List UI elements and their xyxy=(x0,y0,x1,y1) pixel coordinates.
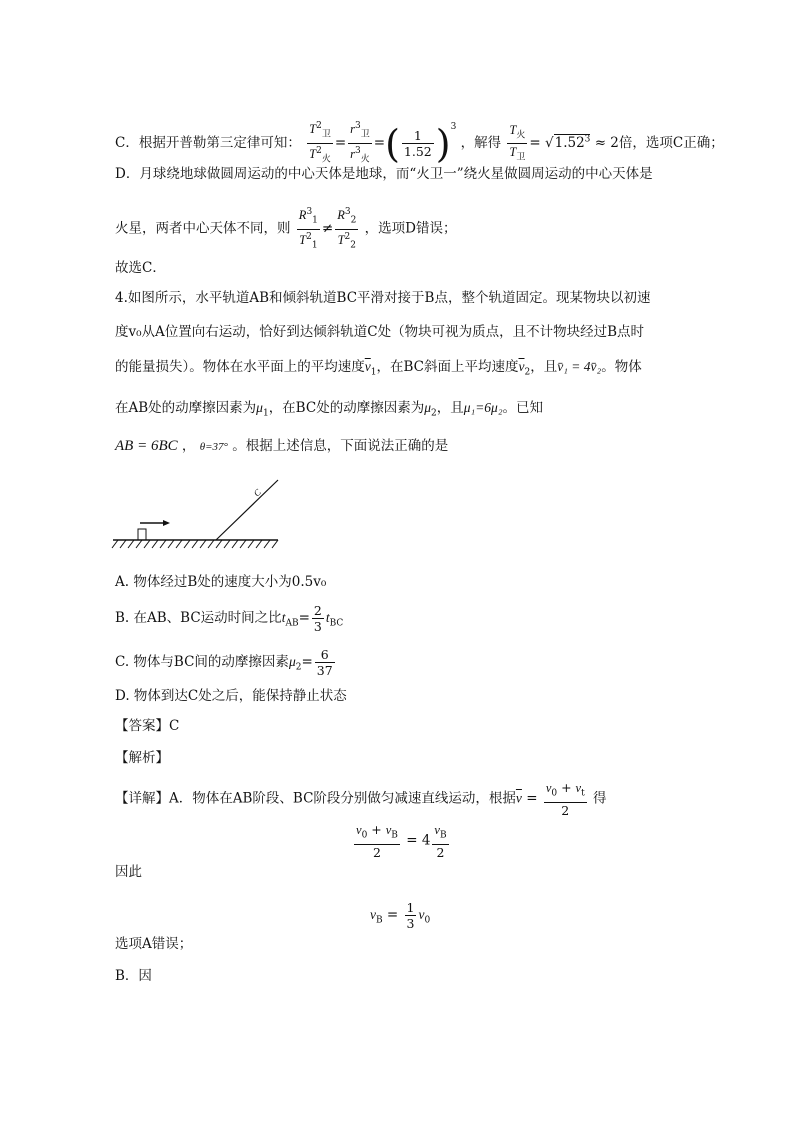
one-over-152-fraction: $\frac{1}{1.52}$ xyxy=(403,128,432,159)
c-prefix: C．根据开普勒第三定律可知： xyxy=(115,135,301,151)
c-solve: ，解得 xyxy=(460,135,502,151)
vb-fraction: $\frac{1}{3}$ xyxy=(406,900,415,931)
detail-prefix: 【详解】A．物体在AB阶段、BC阶段分别做匀减速直线运动，根据 xyxy=(115,790,516,807)
opt-c-prefix: C. 物体与BC间的动摩擦因素 xyxy=(115,654,289,670)
q4-l4b: ，在BC处的动摩擦因素为 xyxy=(268,400,425,416)
eq1-rhs: $\frac{v_B}{2}$ xyxy=(434,823,447,860)
option-d-line1: D．月球绕地球做圆周运动的中心天体是地球，而“火卫一”绕火星做圆周运动的中心天体是 xyxy=(115,166,653,182)
q4-l4c: ，且 xyxy=(436,400,464,416)
r-ratio-fraction: $\frac{r^3_卫}{r^3_火}$ xyxy=(350,121,370,165)
detail-line: 【详解】A．物体在AB阶段、BC阶段分别做匀减速直线运动，根据$\overline{v}$ = $\frac{v_0 + v_t}{2}$ 得 xyxy=(115,780,607,818)
b-start: B．因 xyxy=(115,968,152,984)
option-d: D. 物体到达C处之后，能保持静止状态 xyxy=(115,688,347,704)
d-line2-prefix: 火星，两者中心天体不同，则 xyxy=(115,220,291,237)
q4-l4d: 。已知 xyxy=(502,400,544,416)
theta-value: θ=37° xyxy=(199,441,228,453)
arrow-head xyxy=(163,520,170,526)
sqrt-value: 1.52$^3$ xyxy=(554,134,591,151)
d-line2-suffix: ，选项D错误； xyxy=(364,220,457,237)
c-approx: ≈ 2 xyxy=(594,135,619,151)
question4-line4: 在AB处的动摩擦因素为$\mu_1$，在BC处的动摩擦因素为$\mu_2$，且μ₁=6μ₂。已知 xyxy=(115,400,544,419)
question4-line5 xyxy=(115,436,448,457)
mu-ratio: μ₁=6μ₂ xyxy=(463,400,503,415)
t-ratio-fraction: $\frac{T^2_卫}{T^2_火}$ xyxy=(309,121,331,165)
label-c: C xyxy=(251,487,263,499)
q4-l3d: 。物体 xyxy=(601,359,642,375)
detail-suffix: 得 xyxy=(593,790,607,807)
mu2-fraction: $\frac{6}{37}$ xyxy=(316,647,333,678)
equation-2: $v_B$ = $\frac{1}{3}$ $v_0$ xyxy=(370,900,431,931)
therefore-line: 因此 xyxy=(115,864,142,880)
ab-6bc: AB = 6BC xyxy=(115,438,178,454)
q4-l5d: 。根据上述信息，下面说法正确的是 xyxy=(232,438,449,454)
opt-b-prefix: B. 在AB、BC运动时间之比 xyxy=(115,610,282,626)
q4-l3a: 的能量损失）。物体在水平面上的平均速度 xyxy=(115,359,365,375)
question4-line3: 的能量损失）。物体在水平面上的平均速度$\overline{v}_1$，在BC斜面上平均速度$\overline{v}_2$，且v̄₁ = 4v̄₂。物体 xyxy=(115,359,642,378)
option-c: C. 物体与BC间的动摩擦因素$\mu_2=$ $\frac{6}{37}$ xyxy=(115,647,333,678)
question4-line2: 度v₀从A位置向右运动，恰好到达倾斜轨道C处（物块可视为质点，且不计物块经过B点时 xyxy=(115,324,645,340)
r2-t2-fraction: $\frac{R^3_2}{T^2_2}$ xyxy=(337,207,357,251)
t-ratio: $\frac{2}{3}$ xyxy=(313,603,322,634)
q4-l4a: 在AB处的动摩擦因素为 xyxy=(115,400,257,416)
option-c-kepler-line: C．根据开普勒第三定律可知： $\frac{T^2_卫}{T^2_火}$ = $\frac{r^3_卫}{r^3_火}$ =( $\frac{1}{1.52}$ )$^3$ ，解得 $\frac{T_火}{T_卫}$ = $√1.52^3 \approx 2$倍，选项C正确； xyxy=(115,117,724,168)
incline-line xyxy=(216,480,278,540)
q4-l3b: ，在BC斜面上平均速度 xyxy=(376,359,519,375)
question4-line1: 4.如图所示，水平轨道AB和倾斜轨道BC平滑对接于B点，整个轨道固定。现某物块以初速 xyxy=(115,290,651,306)
answer: 【答案】C xyxy=(115,718,180,734)
eq1-lhs: $\frac{v_0 + v_B}{2}$ xyxy=(356,822,398,860)
option-b: B. 在AB、BC运动时间之比$t_{AB}=$ $\frac{2}{3}$ $t_{BC}$ xyxy=(115,603,344,634)
block xyxy=(138,529,146,540)
v-ratio: v̄₁ = 4v̄₂ xyxy=(557,359,602,374)
c-suffix: 倍，选项C正确； xyxy=(618,135,724,151)
choose-line: 故选C． xyxy=(115,260,166,276)
option-a: A. 物体经过B处的速度大小为0.5v₀ xyxy=(115,574,327,590)
q4-l5b: ， xyxy=(181,438,196,454)
q4-l3c: ，且 xyxy=(530,359,558,375)
option-d-line2: 火星，两者中心天体不同，则 $\frac{R^3_1}{T^2_1}$ ≠ $\frac{R^3_2}{T^2_2}$ ，选项D错误； xyxy=(115,205,456,253)
t-solve-fraction: $\frac{T_火}{T_卫}$ xyxy=(509,122,526,163)
r1-t1-fraction: $\frac{R^3_1}{T^2_1}$ xyxy=(298,207,318,251)
analysis-heading: 【解析】 xyxy=(115,750,169,766)
avg-velocity-formula: $\frac{v_0 + v_t}{2}$ xyxy=(545,780,585,818)
equation-1: $\frac{v_0 + v_B}{2}$ = 4 $\frac{v_B}{2}$ xyxy=(356,822,447,860)
ground-hatch xyxy=(112,540,278,548)
track-figure xyxy=(108,478,288,558)
option-a-wrong: 选项A错误； xyxy=(115,936,193,952)
